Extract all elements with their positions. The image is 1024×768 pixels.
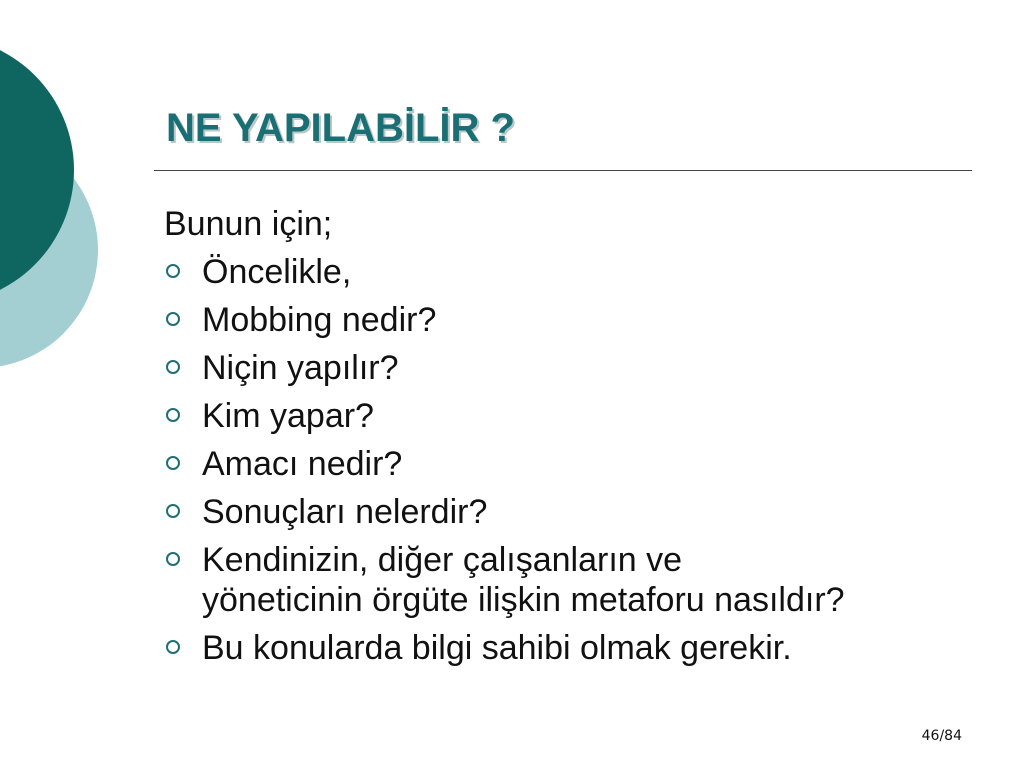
- bullet-text: Mobbing nedir?: [202, 301, 437, 339]
- bullet-item: [164, 348, 994, 388]
- bullet-text: Bu konularda bilgi sahibi olmak gerekir.: [202, 629, 792, 667]
- title-divider: [154, 170, 972, 171]
- hollow-circle-bullet-icon: [166, 640, 180, 654]
- page-number: 46/84: [921, 728, 962, 744]
- decorative-circles: [0, 0, 110, 420]
- bullet-item: [164, 444, 994, 484]
- bullet-item: [164, 396, 994, 436]
- bullet-item: [164, 540, 994, 620]
- hollow-circle-bullet-icon: [166, 552, 180, 566]
- bullet-item: [164, 252, 994, 292]
- bullet-text: Kim yapar?: [202, 397, 374, 435]
- hollow-circle-bullet-icon: [166, 504, 180, 518]
- slide-title: NE YAPILABİLİR ?: [166, 106, 515, 150]
- bullet-text: Kendinizin, diğer çalışanların ve yöneticinin örgüte ilişkin metaforu nasıldır?: [202, 541, 845, 619]
- bullet-text: Sonuçları nelerdir?: [202, 493, 488, 531]
- bullet-list: [164, 252, 994, 668]
- hollow-circle-bullet-icon: [166, 408, 180, 422]
- hollow-circle-bullet-icon: [166, 360, 180, 374]
- bullet-item: [164, 492, 994, 532]
- bullet-text: Amacı nedir?: [202, 445, 403, 483]
- hollow-circle-bullet-icon: [166, 264, 180, 278]
- bullet-text: Öncelikle,: [202, 253, 352, 291]
- slide-content: [164, 204, 994, 668]
- hollow-circle-bullet-icon: [166, 312, 180, 326]
- bullet-text: Niçin yapılır?: [202, 349, 399, 387]
- intro-text: Bunun için;: [164, 205, 333, 243]
- bullet-item: [164, 628, 994, 668]
- hollow-circle-bullet-icon: [166, 456, 180, 470]
- bullet-item: [164, 300, 994, 340]
